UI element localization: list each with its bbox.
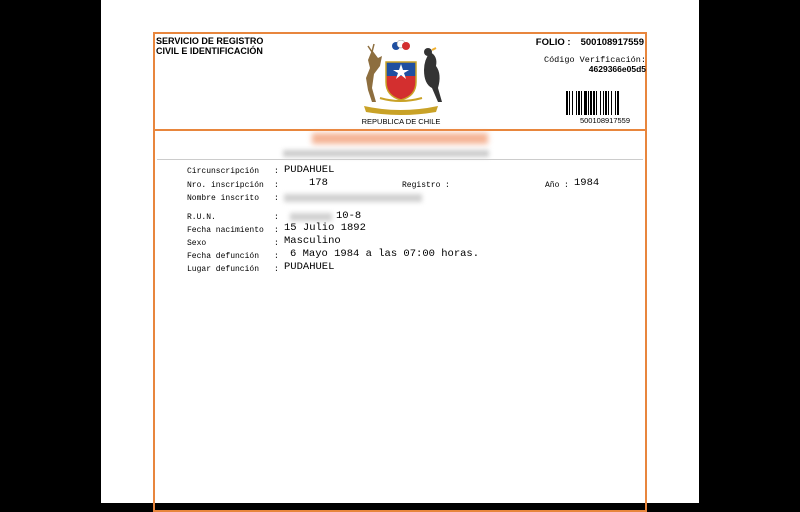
folio bbox=[536, 37, 644, 48]
barcode-bar bbox=[576, 91, 577, 115]
codigo-verificacion-value: 4629366e05d5 bbox=[588, 64, 646, 74]
run-label: R.U.N. bbox=[187, 213, 216, 222]
barcode-bar bbox=[608, 91, 609, 115]
barcode-bar bbox=[581, 91, 582, 115]
barcode-bar bbox=[590, 91, 592, 115]
colon: : bbox=[274, 226, 279, 235]
barcode-bar bbox=[588, 91, 589, 115]
barcode-number: 500108917559 bbox=[579, 116, 631, 125]
barcode-bar bbox=[615, 91, 616, 115]
nro-inscripcion-value: 178 bbox=[309, 177, 328, 189]
circunscripcion-value: PUDAHUEL bbox=[284, 164, 335, 176]
colon: : bbox=[274, 239, 279, 248]
folio-value: 500108917559 bbox=[580, 37, 644, 48]
barcode-bar bbox=[566, 91, 568, 115]
header-divider bbox=[153, 129, 647, 131]
chile-coat-of-arms-icon bbox=[350, 40, 452, 116]
codigo-verificacion-label: Código Verificación: bbox=[543, 55, 646, 65]
barcode-bar bbox=[605, 91, 607, 115]
colon: : bbox=[274, 213, 279, 222]
registro-label: Registro bbox=[402, 181, 441, 190]
circunscripcion-label: Circunscripción bbox=[187, 167, 260, 176]
agency-line-1: SERVICIO DE REGISTRO bbox=[156, 36, 264, 46]
lugar-defuncion-label: Lugar defunción bbox=[187, 265, 260, 274]
barcode-bar bbox=[593, 91, 595, 115]
barcode-bar bbox=[617, 91, 619, 115]
anio-label: Año bbox=[545, 181, 560, 190]
sexo-label: Sexo bbox=[187, 239, 207, 248]
agency-name bbox=[156, 36, 263, 56]
barcode-bar bbox=[596, 91, 597, 115]
barcode-bar bbox=[611, 91, 612, 115]
fecha-nacimiento-label: Fecha nacimiento bbox=[187, 226, 264, 235]
fecha-defuncion-label: Fecha defunción bbox=[187, 252, 260, 261]
sexo-value: Masculino bbox=[284, 235, 341, 247]
colon: : bbox=[274, 194, 279, 203]
barcode-bar bbox=[603, 91, 604, 115]
nombre-label: Nombre inscrito bbox=[187, 194, 260, 203]
colon: : bbox=[564, 181, 569, 190]
colon: : bbox=[274, 181, 279, 190]
barcode-bar bbox=[584, 91, 587, 115]
barcode-bar bbox=[569, 91, 570, 115]
agency-line-2: CIVIL E IDENTIFICACIÓN bbox=[156, 46, 263, 56]
colon: : bbox=[274, 167, 279, 176]
anio-value: 1984 bbox=[574, 177, 600, 189]
colon: : bbox=[445, 181, 450, 190]
certificate-subtitle-redacted bbox=[283, 150, 489, 157]
barcode-bar bbox=[600, 91, 601, 115]
run-value: 10-8 bbox=[336, 210, 362, 222]
barcode-bar bbox=[578, 91, 580, 115]
barcode-bar bbox=[572, 91, 573, 115]
section-divider bbox=[157, 159, 643, 160]
fecha-nacimiento-value: 15 Julio 1892 bbox=[284, 222, 366, 234]
folio-label: FOLIO : bbox=[535, 37, 571, 48]
nombre-value-redacted bbox=[284, 194, 422, 202]
lugar-defuncion-value: PUDAHUEL bbox=[284, 261, 335, 273]
colon: : bbox=[274, 252, 279, 261]
republic-label: REPUBLICA DE CHILE bbox=[361, 117, 441, 126]
run-number-redacted bbox=[290, 213, 332, 221]
colon: : bbox=[274, 265, 279, 274]
barcode bbox=[566, 91, 644, 115]
fecha-defuncion-value: 6 Mayo 1984 a las 07:00 horas. bbox=[290, 248, 480, 260]
certificate-title-redacted bbox=[312, 133, 488, 144]
nro-inscripcion-label: Nro. inscripción bbox=[187, 181, 264, 190]
